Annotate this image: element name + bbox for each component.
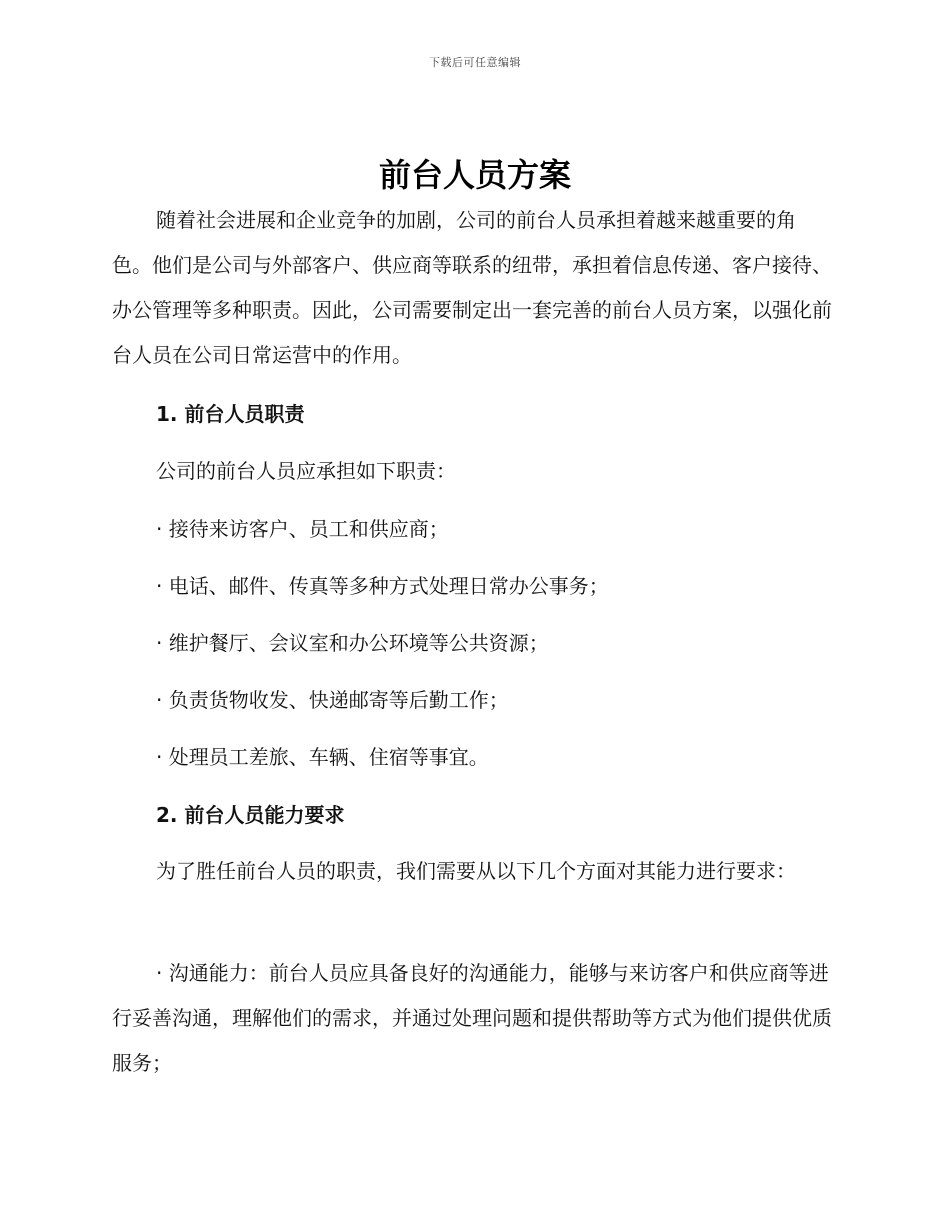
section1-lead: 公司的前台人员应承担如下职责：	[156, 459, 456, 483]
header-note: 下载后可任意编辑	[429, 56, 521, 69]
section1-item-1: · 接待来访客户、员工和供应商；	[156, 517, 449, 541]
section1-item-4: · 负责货物收发、快递邮寄等后勤工作；	[156, 688, 509, 712]
section2-lead: 为了胜任前台人员的职责，我们需要从以下几个方面对其能力进行要求：	[156, 859, 796, 883]
section1-item-3: · 维护餐厅、会议室和办公环境等公共资源；	[156, 631, 549, 655]
section1-item-2: · 电话、邮件、传真等多种方式处理日常办公事务；	[156, 574, 609, 598]
section2-heading: 2. 前台人员能力要求	[156, 803, 345, 827]
page-title: 前台人员方案	[378, 156, 571, 194]
section1-heading: 1. 前台人员职责	[156, 402, 305, 426]
intro-paragraph: 随着社会进展和企业竞争的加剧，公司的前台人员承担着越来越重要的角色。他们是公司与外部客户、供应商等联系的纽带，承担着信息传递、客户接待、办公管理等多种职责。因此，公司需要制定出一套完善的前台人员方案，以强化前台人员在公司日常运营中的作用。	[112, 208, 832, 367]
section1-item-5: · 处理员工差旅、车辆、住宿等事宜。	[156, 745, 489, 769]
section2-item-1: · 沟通能力：前台人员应具备良好的沟通能力，能够与来访客户和供应商等进行妥善沟通，理解他们的需求，并通过处理问题和提供帮助等方式为他们提供优质服务；	[112, 961, 832, 1075]
